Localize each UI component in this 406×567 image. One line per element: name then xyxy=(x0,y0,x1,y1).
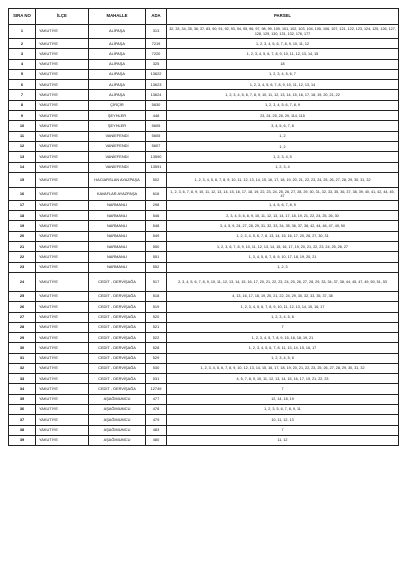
sira-cell: 18 xyxy=(9,211,36,221)
mahalle-cell: HACIARSLAN AYAZPAŞA xyxy=(89,172,146,187)
sira-cell: 27 xyxy=(9,312,36,322)
mahalle-cell: VANİEFENDİ xyxy=(89,131,146,141)
table-row xyxy=(9,252,399,262)
ada-cell: 531 xyxy=(146,374,167,384)
sira-cell: 37 xyxy=(9,415,36,425)
sira-cell: 39 xyxy=(9,435,36,445)
sira-cell: 17 xyxy=(9,200,36,210)
ilce-cell: YAKUTİYE xyxy=(36,272,89,291)
ada-cell: 520 xyxy=(146,312,167,322)
parsel-cell: 10, 11, 12, 13 xyxy=(167,415,399,425)
sira-cell: 19 xyxy=(9,221,36,231)
parsel-cell: 4, 13, 16, 17, 18, 19, 20, 21, 22, 24, 29, 30, 32, 33, 35, 37, 38 xyxy=(167,291,399,301)
table-row xyxy=(9,121,399,131)
sira-cell: 10 xyxy=(9,121,36,131)
parsel-cell: 7 xyxy=(167,322,399,332)
parsel-cell: 32, 33, 34, 35, 36, 37, 83, 90, 91, 92, 93, 94, 95, 96, 97, 98, 99, 100, 101, 102, 103, 104, 105, 106, 107, 121, 122, 123, 124, 125, 126, 127, 128, 129, 130, 131, 132, 176, 177 xyxy=(167,25,399,39)
header-row xyxy=(9,9,399,25)
table-row xyxy=(9,333,399,343)
header-mahalle: MAHALLE xyxy=(89,9,146,25)
table-row xyxy=(9,394,399,404)
table-row xyxy=(9,69,399,79)
ada-cell: 519 xyxy=(146,302,167,312)
mahalle-cell: VANİEFENDİ xyxy=(89,152,146,162)
table-row xyxy=(9,302,399,312)
mahalle-cell: NARMANLI xyxy=(89,252,146,262)
ilce-cell: YAKUTİYE xyxy=(36,111,89,121)
table-row xyxy=(9,272,399,291)
ada-cell: 13624 xyxy=(146,90,167,100)
sira-cell: 9 xyxy=(9,111,36,121)
mahalle-cell: CEDİT - DERVİŞAĞA xyxy=(89,343,146,353)
table-row xyxy=(9,242,399,252)
ilce-cell: YAKUTİYE xyxy=(36,187,89,200)
ilce-cell: YAKUTİYE xyxy=(36,39,89,49)
sira-cell: 12 xyxy=(9,141,36,151)
table-row xyxy=(9,59,399,69)
parsel-cell: 1, 2, 3, 4 xyxy=(167,162,399,172)
header-ilce: İLÇE xyxy=(36,9,89,25)
parsel-cell: 1, 2, 3, 6, 7, 8, 9, 10, 11, 12, 13, 14, 15, 16, 17, 18, 19, 22, 23, 24, 25, 26, 27, 28, 29, 30, 31, 32, 33, 35, 36, 37, 38, 39, 40, 41, 42, 44, 45, 47 xyxy=(167,187,399,200)
header-sira: SIRA NO xyxy=(9,9,36,25)
table-row xyxy=(9,353,399,363)
ilce-cell: YAKUTİYE xyxy=(36,69,89,79)
sira-cell: 21 xyxy=(9,242,36,252)
table-row xyxy=(9,415,399,425)
ada-cell: 5607 xyxy=(146,141,167,151)
parsel-cell: 1, 2, 3, 4, 5, 6, 7, 8, 9 xyxy=(167,100,399,110)
mahalle-cell: ŞEYHLER xyxy=(89,121,146,131)
mahalle-cell: ALİPAŞA xyxy=(89,39,146,49)
ada-cell: 549 xyxy=(146,231,167,241)
ilce-cell: YAKUTİYE xyxy=(36,252,89,262)
parsel-cell: 1, 2, 3, 4, 5, 6, 7, 8, 9, 10, 11, 12 xyxy=(167,39,399,49)
parsel-cell: 1, 2, 3, 4, 5, 6, 7, 8, 9, 10, 11, 12, 13, 14, 15, 16, 17, 18, 19, 20, 21, 22, 23, 24, 25, 26, 27, 28, 29, 30, 31, 32 xyxy=(167,172,399,187)
ada-cell: 517 xyxy=(146,272,167,291)
ada-cell: 325 xyxy=(146,59,167,69)
ada-cell: 477 xyxy=(146,394,167,404)
ilce-cell: YAKUTİYE xyxy=(36,141,89,151)
sira-cell: 7 xyxy=(9,90,36,100)
table-row xyxy=(9,231,399,241)
ada-cell: 551 xyxy=(146,252,167,262)
ada-cell: 530 xyxy=(146,364,167,374)
mahalle-cell: NARMANLI xyxy=(89,231,146,241)
parsel-cell: 18 xyxy=(167,59,399,69)
ilce-cell: YAKUTİYE xyxy=(36,59,89,69)
parsel-cell: 1, 2 xyxy=(167,141,399,151)
parsel-cell: 1, 2, 3, 6, 7, 8, 9, 10, 11, 12, 13, 14, 15, 16, 17, 19, 20, 21, 22, 23, 24, 25, 26, 27 xyxy=(167,242,399,252)
table-row xyxy=(9,162,399,172)
mahalle-cell: KAVAFLAR AYAZPAŞA xyxy=(89,187,146,200)
mahalle-cell: CEDİT - DERVİŞAĞA xyxy=(89,291,146,301)
sira-cell: 29 xyxy=(9,333,36,343)
mahalle-cell: ALİPAŞA xyxy=(89,49,146,59)
sira-cell: 14 xyxy=(9,162,36,172)
mahalle-cell: ALİPAŞA xyxy=(89,90,146,100)
header-ada: ADA xyxy=(146,9,167,25)
parsel-cell: 1, 2, 3, 4, 5, 7, 8, 9, 15, 16, 18, 19, 21 xyxy=(167,333,399,343)
table-row xyxy=(9,100,399,110)
sira-cell: 1 xyxy=(9,25,36,39)
parsel-cell: 1, 2, 3, 4, 5, 6 xyxy=(167,353,399,363)
table-row xyxy=(9,49,399,59)
parsel-cell: 2, 3, 4, 5, 6, 8, 9, 10, 11, 12, 13, 14, 17, 18, 19, 21, 22, 24, 25, 26, 30 xyxy=(167,211,399,221)
table-row xyxy=(9,221,399,231)
ada-cell: 5605 xyxy=(146,121,167,131)
mahalle-cell: ALİPAŞA xyxy=(89,25,146,39)
ada-cell: 518 xyxy=(146,291,167,301)
mahalle-cell: AŞAĞIMUMCU xyxy=(89,394,146,404)
sira-cell: 4 xyxy=(9,59,36,69)
mahalle-cell: CEDİT - DERVİŞAĞA xyxy=(89,302,146,312)
mahalle-cell: CEDİT - DERVİŞAĞA xyxy=(89,364,146,374)
ilce-cell: YAKUTİYE xyxy=(36,172,89,187)
ada-cell: 483 xyxy=(146,425,167,435)
table-row xyxy=(9,384,399,394)
ilce-cell: YAKUTİYE xyxy=(36,404,89,414)
table-row xyxy=(9,187,399,200)
ada-cell: 13591 xyxy=(146,162,167,172)
mahalle-cell: ALİPAŞA xyxy=(89,69,146,79)
parcel-table xyxy=(8,8,399,446)
parsel-cell: 1, 2, 3, 4, 5, 6, 7, 8, 9, 10, 11, 12, 13, 14, 15, 16, 17, 18, 19, 20, 21, 22 xyxy=(167,90,399,100)
mahalle-cell: NARMANLI xyxy=(89,242,146,252)
ilce-cell: YAKUTİYE xyxy=(36,211,89,221)
sira-cell: 24 xyxy=(9,272,36,291)
parsel-cell: 23, 24, 25, 26, 29, 114, 115 xyxy=(167,111,399,121)
ada-cell: 12749 xyxy=(146,384,167,394)
mahalle-cell: CEDİT - DERVİŞAĞA xyxy=(89,333,146,343)
ilce-cell: YAKUTİYE xyxy=(36,100,89,110)
sira-cell: 33 xyxy=(9,374,36,384)
parsel-cell: 1, 2, 3, 4, 5 xyxy=(167,152,399,162)
sira-cell: 25 xyxy=(9,291,36,301)
ilce-cell: YAKUTİYE xyxy=(36,425,89,435)
ada-cell: 550 xyxy=(146,242,167,252)
ada-cell: 616 xyxy=(146,187,167,200)
parsel-cell: 12, 14, 18, 19 xyxy=(167,394,399,404)
ada-cell: 521 xyxy=(146,322,167,332)
mahalle-cell: CEDİT - DERVİŞAĞA xyxy=(89,312,146,322)
table-row xyxy=(9,172,399,187)
sira-cell: 2 xyxy=(9,39,36,49)
mahalle-cell: VANİEFENDİ xyxy=(89,162,146,172)
ilce-cell: YAKUTİYE xyxy=(36,353,89,363)
ada-cell: 7220 xyxy=(146,49,167,59)
mahalle-cell: AŞAĞIMUMCU xyxy=(89,404,146,414)
mahalle-cell: CEDİT - DERVİŞAĞA xyxy=(89,374,146,384)
ilce-cell: YAKUTİYE xyxy=(36,49,89,59)
ilce-cell: YAKUTİYE xyxy=(36,121,89,131)
mahalle-cell: AŞAĞIMUMCU xyxy=(89,415,146,425)
parsel-cell: 1, 2, 3, 4, 5, 6, 7, 8, 9, 10, 11, 12, 13, 14, 15, 16, 17 xyxy=(167,302,399,312)
ada-cell: 528 xyxy=(146,343,167,353)
sira-cell: 8 xyxy=(9,100,36,110)
ada-cell: 480 xyxy=(146,435,167,445)
sira-cell: 31 xyxy=(9,353,36,363)
mahalle-cell: NARMANLI xyxy=(89,262,146,272)
sira-cell: 20 xyxy=(9,231,36,241)
document-page xyxy=(8,8,398,446)
parsel-cell: 1, 4, 5, 6, 7, 8, 9 xyxy=(167,200,399,210)
mahalle-cell: CEDİT - DERVİŞAĞA xyxy=(89,322,146,332)
ilce-cell: YAKUTİYE xyxy=(36,435,89,445)
parsel-cell: 1, 2, 3 xyxy=(167,262,399,272)
table-row xyxy=(9,262,399,272)
ada-cell: 502 xyxy=(146,172,167,187)
table-row xyxy=(9,374,399,384)
parsel-cell: 1, 2, 3, 4, 5, 6, 7 xyxy=(167,69,399,79)
ada-cell: 13622 xyxy=(146,69,167,79)
ada-cell: 546 xyxy=(146,211,167,221)
sira-cell: 5 xyxy=(9,69,36,79)
table-row xyxy=(9,25,399,39)
table-row xyxy=(9,80,399,90)
ilce-cell: YAKUTİYE xyxy=(36,291,89,301)
ilce-cell: YAKUTİYE xyxy=(36,374,89,384)
sira-cell: 30 xyxy=(9,343,36,353)
sira-cell: 13 xyxy=(9,152,36,162)
parsel-cell: 1, 2, 3, 4, 5, 6, 7, 8, 13, 14, 15, 16, 17, 20, 26, 27, 30, 31 xyxy=(167,231,399,241)
table-row xyxy=(9,404,399,414)
ilce-cell: YAKUTİYE xyxy=(36,80,89,90)
mahalle-cell: ALİPAŞA xyxy=(89,59,146,69)
ada-cell: 479 xyxy=(146,415,167,425)
sira-cell: 34 xyxy=(9,384,36,394)
ilce-cell: YAKUTİYE xyxy=(36,131,89,141)
sira-cell: 22 xyxy=(9,252,36,262)
table-row xyxy=(9,111,399,121)
parsel-cell: 11, 12 xyxy=(167,435,399,445)
mahalle-cell: CEDİT - DERVİŞAĞA xyxy=(89,353,146,363)
table-row xyxy=(9,312,399,322)
ada-cell: 298 xyxy=(146,200,167,210)
ilce-cell: YAKUTİYE xyxy=(36,25,89,39)
sira-cell: 38 xyxy=(9,425,36,435)
table-row xyxy=(9,131,399,141)
mahalle-cell: NARMANLI xyxy=(89,200,146,210)
table-row xyxy=(9,211,399,221)
ilce-cell: YAKUTİYE xyxy=(36,343,89,353)
mahalle-cell: ÇİRÇİR xyxy=(89,100,146,110)
sira-cell: 26 xyxy=(9,302,36,312)
parsel-cell: 1, 2, 3, 4, 5, 6, 7, 8, 9, 10, 12, 13, 14, 15, 16, 17, 18, 19, 20, 21, 22, 23, 25, 26, 27, 28, 29, 30, 31, 32 xyxy=(167,364,399,374)
sira-cell: 15 xyxy=(9,172,36,187)
ilce-cell: YAKUTİYE xyxy=(36,231,89,241)
sira-cell: 28 xyxy=(9,322,36,332)
ilce-cell: YAKUTİYE xyxy=(36,90,89,100)
ada-cell: 548 xyxy=(146,221,167,231)
sira-cell: 11 xyxy=(9,131,36,141)
ilce-cell: YAKUTİYE xyxy=(36,394,89,404)
table-row xyxy=(9,322,399,332)
mahalle-cell: NARMANLI xyxy=(89,221,146,231)
parsel-cell: 1, 2, 3, 4, 5, 8 xyxy=(167,312,399,322)
ilce-cell: YAKUTİYE xyxy=(36,364,89,374)
ilce-cell: YAKUTİYE xyxy=(36,221,89,231)
ilce-cell: YAKUTİYE xyxy=(36,333,89,343)
table-row xyxy=(9,343,399,353)
ilce-cell: YAKUTİYE xyxy=(36,200,89,210)
mahalle-cell: ALİPAŞA xyxy=(89,80,146,90)
table-row xyxy=(9,141,399,151)
mahalle-cell: ŞEYHLER xyxy=(89,111,146,121)
parsel-cell: 1, 2 xyxy=(167,131,399,141)
ilce-cell: YAKUTİYE xyxy=(36,312,89,322)
ilce-cell: YAKUTİYE xyxy=(36,384,89,394)
ilce-cell: YAKUTİYE xyxy=(36,152,89,162)
ada-cell: 13590 xyxy=(146,152,167,162)
ilce-cell: YAKUTİYE xyxy=(36,162,89,172)
parsel-cell: 1, 2, 3, 4, 5, 6, 7, 8, 9, 10, 11, 12, 13, 14 xyxy=(167,80,399,90)
ilce-cell: YAKUTİYE xyxy=(36,322,89,332)
parsel-cell: 3, 4, 5, 9, 24, 27, 28, 29, 31, 32, 33, 34, 35, 36, 37, 38, 42, 44, 46, 47, 49, 50 xyxy=(167,221,399,231)
ada-cell: 522 xyxy=(146,333,167,343)
ada-cell: 7219 xyxy=(146,39,167,49)
sira-cell: 36 xyxy=(9,404,36,414)
table-row xyxy=(9,200,399,210)
sira-cell: 23 xyxy=(9,262,36,272)
parsel-cell: 3, 4, 5, 6, 7, 8 xyxy=(167,121,399,131)
parsel-cell: 2, 3, 4, 5, 6, 7, 8, 9, 10, 11, 12, 13, 14, 15, 16, 17, 20, 21, 22, 23, 24, 25, 26, 27, 28, 29, 33, 34, 37, 38, 44, 45, 47, 49, 50, 51, 53 xyxy=(167,272,399,291)
ada-cell: 552 xyxy=(146,262,167,272)
mahalle-cell: AŞAĞIMUMCU xyxy=(89,425,146,435)
mahalle-cell: NARMANLI xyxy=(89,211,146,221)
table-header xyxy=(9,9,399,25)
table-row xyxy=(9,90,399,100)
ilce-cell: YAKUTİYE xyxy=(36,302,89,312)
parsel-cell: 1, 3, 4, 5, 6, 7, 8, 9, 10, 17, 18, 19, 20, 21 xyxy=(167,252,399,262)
ilce-cell: YAKUTİYE xyxy=(36,242,89,252)
ada-cell: 448 xyxy=(146,111,167,121)
table-body xyxy=(9,25,399,446)
table-row xyxy=(9,364,399,374)
table-row xyxy=(9,425,399,435)
mahalle-cell: CEDİT - DERVİŞAĞA xyxy=(89,272,146,291)
mahalle-cell: AŞAĞIMUMCU xyxy=(89,435,146,445)
ada-cell: 5630 xyxy=(146,100,167,110)
parsel-cell: 7 xyxy=(167,384,399,394)
ada-cell: 478 xyxy=(146,404,167,414)
sira-cell: 6 xyxy=(9,80,36,90)
header-parsel: PARSEL xyxy=(167,9,399,25)
ada-cell: 13623 xyxy=(146,80,167,90)
sira-cell: 16 xyxy=(9,187,36,200)
ada-cell: 5605 xyxy=(146,131,167,141)
mahalle-cell: CEDİT - DERVİŞAĞA xyxy=(89,384,146,394)
mahalle-cell: VANİEFENDİ xyxy=(89,141,146,151)
table-row xyxy=(9,435,399,445)
ilce-cell: YAKUTİYE xyxy=(36,415,89,425)
parsel-cell: 7 xyxy=(167,425,399,435)
sira-cell: 35 xyxy=(9,394,36,404)
sira-cell: 3 xyxy=(9,49,36,59)
ada-cell: 313 xyxy=(146,25,167,39)
ada-cell: 529 xyxy=(146,353,167,363)
ilce-cell: YAKUTİYE xyxy=(36,262,89,272)
parsel-cell: 1, 2, 3, 4, 5, 6, 7, 8, 11, 13, 14, 15, 16, 17 xyxy=(167,343,399,353)
table-row xyxy=(9,291,399,301)
table-row xyxy=(9,39,399,49)
parsel-cell: 1, 2, 3, 5, 6, 7, 8, 9, 11 xyxy=(167,404,399,414)
parsel-cell: 4, 5, 7, 8, 9, 10, 11, 12, 13, 14, 15, 16, 17, 19, 21, 22, 23 xyxy=(167,374,399,384)
parsel-cell: 1, 2, 3, 4, 5, 6, 7, 8, 9, 10, 11, 12, 13, 14, 15 xyxy=(167,49,399,59)
sira-cell: 32 xyxy=(9,364,36,374)
table-row xyxy=(9,152,399,162)
